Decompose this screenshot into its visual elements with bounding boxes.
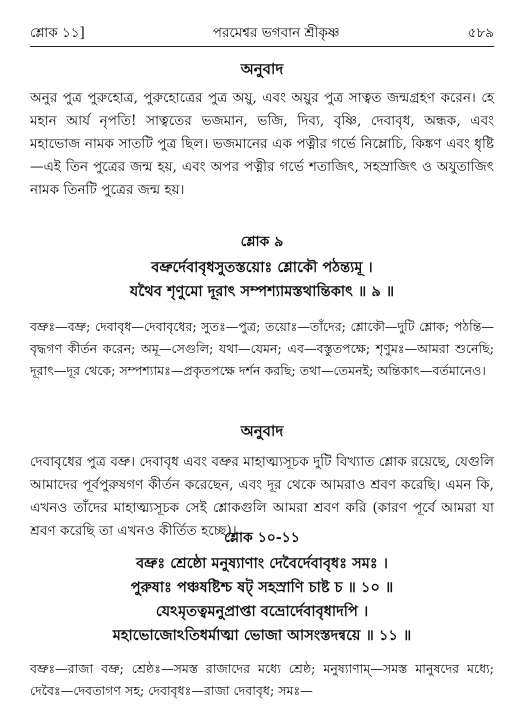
verse-line: পুরুষাঃ পঞ্চষষ্টিশ্চ ষট্ সহস্রাণি চাষ্ট চ ॥ ১০ ॥: [130, 579, 394, 596]
verse-label: শ্লোক ১০-১১: [224, 530, 300, 546]
header-divider: [30, 46, 494, 47]
translation-heading: অনুবাদ: [240, 422, 284, 440]
verse-text: [30, 552, 494, 648]
verse-line: যেঽমৃতত্বমনুপ্রাপ্তা বভ্রোর্দেবাবৃধাদপি ।: [155, 603, 369, 620]
word-meanings: বভ্রুঃ—রাজা বভ্রু; শ্রেষ্ঠঃ—সমস্ত রাজাদের মধ্যে শ্রেষ্ঠ; মনুষ্যাণাম্—সমস্ত মানুষদের মধ্যে; দেবৈঃ—দেবতাগণ সহ; দেবাবৃধঃ—রাজা দেবাবৃধ; সমঃ—: [30, 661, 494, 698]
verse-line: বভ্রুঃ শ্রেষ্ঠো মনুষ্যাণাং দেবৈর্দেবাবৃধঃ সমঃ ।: [136, 555, 388, 572]
header-chapter-title: পরমেশ্বর ভগবান শ্রীকৃষ্ণ: [212, 24, 340, 41]
translation-text: অনুর পুত্র পুরুহোত্র, পুরুহোত্রের পুত্র অয়ু, এবং অয়ুর পুত্র সাত্বত জন্মগ্রহণ করেন। হে মহান আর্য নৃপতি! সাত্বতের ভজমান, ভজি, দিব্য, বৃষ্ণি, দেবাবৃধ, অন্ধক, এবং মহাভোজ নামক সাতটি পুত্র ছিল। ভজমানের এক পত্নীর গর্ভে নিম্লোচি, কিঙ্কণ এবং ধৃষ্টি—এই তিন পুত্রের জন্ম হয়, এবং অপর পত্নীর গর্ভে শতাজিৎ, সহস্রাজিৎ ও অযুতাজিৎ নামক তিনটি পুত্রের জন্ম হয়।: [30, 90, 494, 198]
verse-text: [30, 256, 494, 304]
header-verse-ref: শ্লোক ১১]: [30, 24, 85, 41]
verse-line: মহাভোজোঽতিধর্মাত্মা ভোজা আসংস্তদন্বয়ে ॥ ১১ ॥: [112, 627, 412, 644]
page-header: [30, 22, 494, 44]
translation-section-1: [30, 58, 494, 202]
verse-line: বভ্রুর্দেবাবৃধসুতস্তয়োঃ শ্লোকৌ পঠন্ত্যমূ ।: [151, 259, 373, 276]
verse-10-11: [30, 526, 494, 702]
header-page-number: ৫৮৯: [467, 24, 494, 41]
verse-line: যথৈব শৃণুমো দূরাৎ সম্পশ্যামস্তথান্তিকাৎ ॥ ৯ ॥: [129, 283, 395, 300]
word-meanings: বভ্রুঃ—বভ্রু; দেবাবৃধ—দেবাবৃধের; সুতঃ—পুত্র; তয়োঃ—তাঁদের; শ্লোকৌ—দুটি শ্লোক; পঠন্তি—বৃদ্ধগণ কীর্তন করেন; অমূ—সেগুলি; যথা—যেমন; এব—বস্তুতপক্ষে; শৃণুমঃ—আমরা শুনেছি; দূরাৎ—দূর থেকে; সম্পশ্যামঃ—প্রকৃতপক্ষে দর্শন করছি; তথা—তেমনই; অন্তিকাৎ—বর্তমানেও।: [30, 319, 494, 378]
translation-text: দেবাবৃধের পুত্র বভ্রু। দেবাবৃধ এবং বভ্রুর মাহাত্ম্যসূচক দুটি বিখ্যাত শ্লোক রয়েছে, যেগুলি আমাদের পূর্বপুরুষগণ কীর্তন করেছেন, এবং দূর থেকে আমরাও শ্রবণ করেছি। এমন কি, এখনও তাঁদের মাহাত্ম্যসূচক সেই শ্লোকগুলি আমরা শ্রবণ করি (কারণ পূর্বে আমরা যা শ্রবণ করেছি তা এখনও কীর্তিত হচ্ছে)।: [30, 454, 494, 539]
verse-9: [30, 230, 494, 382]
translation-section-2: [30, 420, 494, 543]
translation-heading: অনুবাদ: [240, 60, 284, 78]
verse-label: শ্লোক ৯: [240, 234, 284, 250]
